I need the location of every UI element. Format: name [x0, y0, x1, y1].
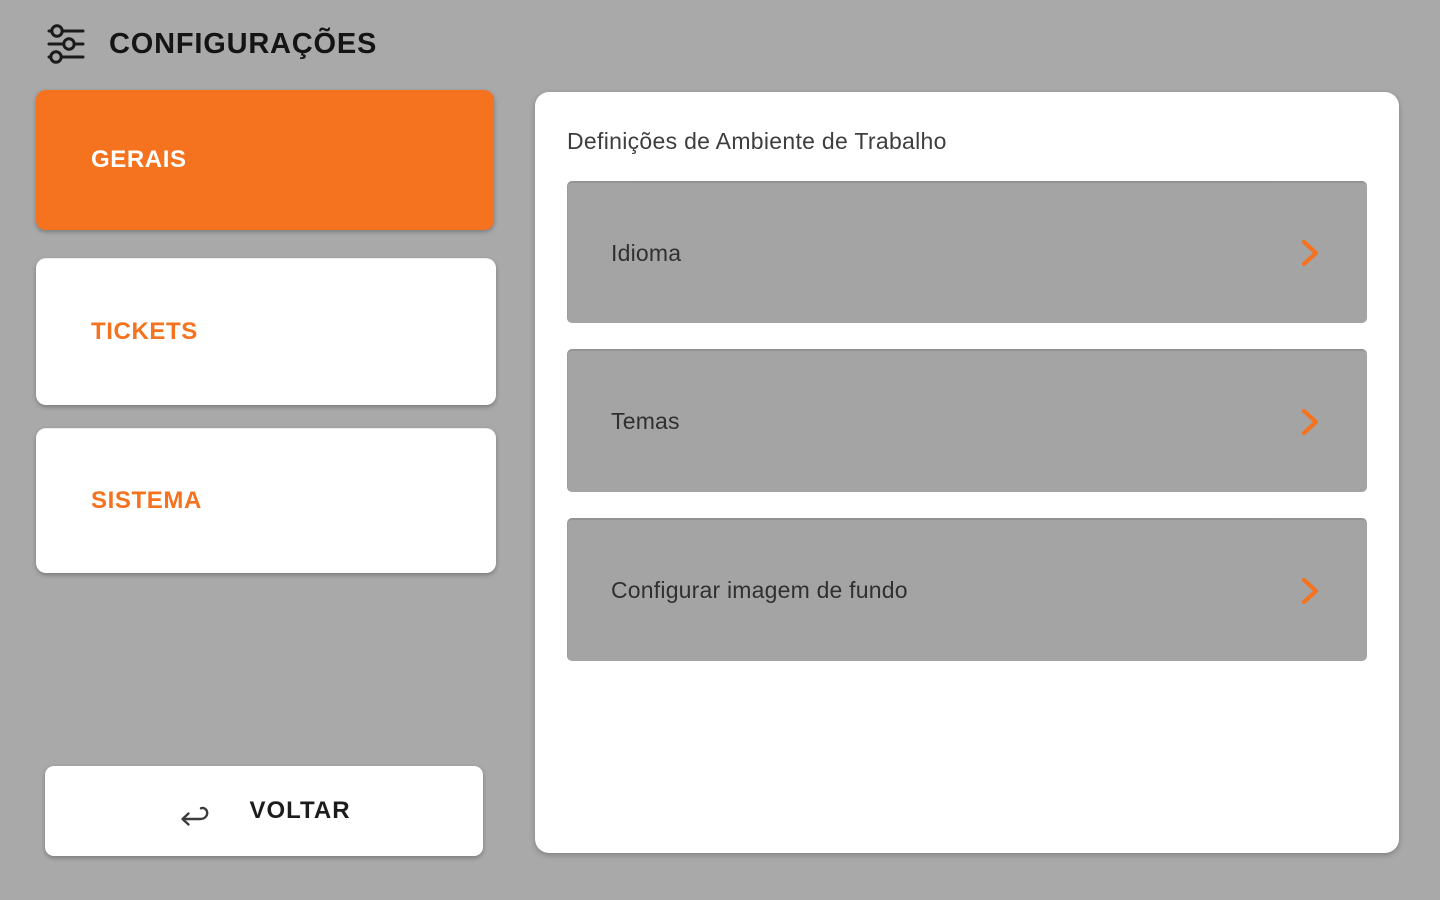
settings-item-label: Configurar imagem de fundo [611, 577, 908, 603]
sidebar-tab-label: SISTEMA [91, 487, 202, 514]
back-button[interactable] [45, 766, 483, 856]
settings-item-label: Temas [611, 408, 680, 434]
settings-item-idioma[interactable] [567, 181, 1367, 323]
page-title: CONFIGURAÇÕES [109, 27, 378, 60]
return-arrow-icon [177, 798, 211, 828]
header [45, 22, 377, 66]
sidebar-tab-tickets[interactable] [36, 258, 496, 405]
chevron-right-icon [1299, 238, 1321, 268]
settings-item-imagem-fundo[interactable] [567, 518, 1367, 661]
sidebar-tab-gerais[interactable] [36, 90, 494, 230]
settings-item-temas[interactable] [567, 349, 1367, 492]
section-title: Definições de Ambiente de Trabalho [567, 128, 947, 154]
settings-panel [535, 92, 1399, 853]
sidebar-tab-sistema[interactable] [36, 428, 496, 573]
back-button-label: VOLTAR [249, 797, 351, 824]
settings-item-label: Idioma [611, 239, 682, 266]
chevron-right-icon [1299, 576, 1321, 606]
sidebar-tab-label: TICKETS [91, 318, 198, 345]
sliders-icon [45, 22, 87, 66]
sidebar-tab-label: GERAIS [91, 146, 187, 173]
chevron-right-icon [1299, 407, 1321, 437]
